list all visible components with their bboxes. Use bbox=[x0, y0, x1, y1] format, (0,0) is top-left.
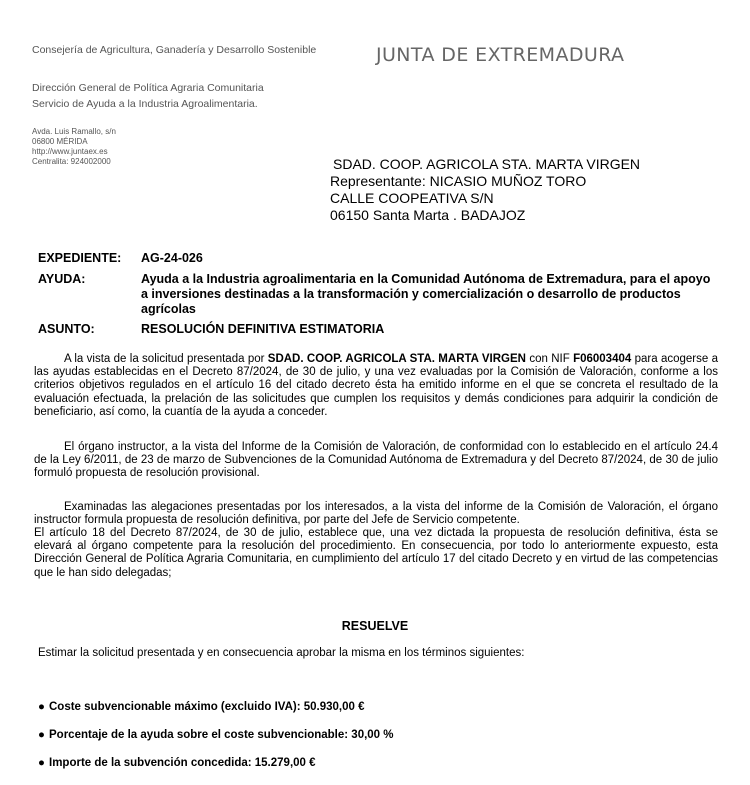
department-name: Consejería de Agricultura, Ganadería y Desarrollo Sostenible bbox=[32, 44, 317, 56]
bullet-icon: ● bbox=[38, 757, 45, 769]
paragraph-2: El órgano instructor, a la vista del Informe de la Comisión de Valoración, de conformidad con lo establecido en el artículo 24.4 de la Ley 6/2011, de 23 de marzo de Subvenciones de la Comunidad Autónoma de Extremadura y del Decreto 87/2024, de 30 de julio formuló propuesta de resolución provisional. bbox=[34, 441, 718, 480]
field-value: Ayuda a la Industria agroalimentaria en la Comunidad Autónoma de Extremadura, para el apoyo a inversiones destinadas a la transformación y comercialización o desarrollo de productos agrícolas bbox=[141, 272, 711, 316]
paragraph-1-text-b: con NIF bbox=[525, 353, 574, 365]
contact-phone: Centralita: 924002000 bbox=[32, 157, 111, 166]
applicant-name: SDAD. COOP. AGRICOLA STA. MARTA VIRGEN bbox=[267, 353, 526, 365]
recipient-address bbox=[330, 156, 640, 224]
directorate-name: Dirección General de Política Agraria Comunitaria bbox=[32, 82, 264, 94]
field-value: RESOLUCIÓN DEFINITIVA ESTIMATORIA bbox=[141, 322, 385, 336]
paragraph-3: Examinadas las alegaciones presentadas por los interesados, a la vista del informe de la Comisión de Valoración, el órgano instructor formula propuesta de resolución definitiva, por parte del Jefe de Servicio competente. bbox=[34, 500, 718, 526]
paragraph-1-text-c: para acogerse a las ayudas establecidas en el Decreto 87/2024, de 30 de julio, y una vez evaluadas por la Comisión de Valoración, conforme a los criterios objetivos regulados en el artículo 16 del citado decreto ésta ha emitido informe en el que se concreta el resultado de la evaluación efectuada, la prelación de las solicitudes que cumplen los requisitos y demás condiciones para adquirir la condición de beneficiario, así como, la cuantía de la ayuda a conceder. bbox=[34, 353, 718, 418]
list-item bbox=[38, 757, 394, 785]
applicant-nif: F06003404 bbox=[573, 353, 632, 365]
organization-name: JUNTA DE EXTREMADURA bbox=[376, 44, 625, 66]
contact-city: 06800 MÉRIDA bbox=[32, 137, 88, 146]
contact-website: http://www.juntaex.es bbox=[32, 147, 108, 156]
resolution-body bbox=[34, 353, 718, 580]
letterhead bbox=[32, 44, 362, 167]
field-label: AYUDA: bbox=[38, 272, 86, 286]
bullet-icon: ● bbox=[38, 729, 45, 741]
field-value: AG-24-026 bbox=[141, 251, 203, 265]
field-row-ayuda bbox=[38, 272, 718, 317]
resolution-intro: Estimar la solicitud presentada y en consecuencia aprobar la misma en los términos siguientes: bbox=[38, 647, 525, 659]
field-row-expediente bbox=[38, 251, 718, 266]
field-row-asunto bbox=[38, 322, 718, 337]
term-grant-amount: Importe de la subvención concedida: 15.279,00 € bbox=[49, 757, 316, 769]
resolution-terms bbox=[38, 701, 394, 785]
term-aid-percentage: Porcentaje de la ayuda sobre el coste subvencionable: 30,00 % bbox=[49, 729, 394, 741]
paragraph-1-text-a: A la vista de la solicitud presentada por bbox=[64, 353, 268, 365]
recipient-street: CALLE COOPEATIVA S/N bbox=[330, 190, 494, 206]
case-fields bbox=[38, 251, 718, 337]
paragraph-1 bbox=[34, 353, 718, 419]
recipient-name: SDAD. COOP. AGRICOLA STA. MARTA VIRGEN bbox=[333, 156, 641, 172]
term-max-cost: Coste subvencionable máximo (excluido IVA): 50.930,00 € bbox=[49, 701, 365, 713]
field-label: EXPEDIENTE: bbox=[38, 251, 122, 265]
field-label: ASUNTO: bbox=[38, 322, 95, 336]
list-item bbox=[38, 729, 394, 757]
paragraph-4: El artículo 18 del Decreto 87/2024, de 30 de julio, establece que, una vez dictada la propuesta de resolución definitiva, ésta se elevará al órgano competente para la resolución del procedimiento. En consecuencia, por todo lo anteriormente expuesto, esta Dirección General de Política Agraria Comunitaria, en cumplimiento del artículo 17 del citado Decreto y en virtud de las competencias que le han sido delegadas; bbox=[34, 527, 718, 579]
bullet-icon: ● bbox=[38, 701, 45, 713]
contact-address: Avda. Luis Ramallo, s/n bbox=[32, 127, 116, 136]
recipient-representative: Representante: NICASIO MUÑOZ TORO bbox=[330, 173, 587, 189]
list-item bbox=[38, 701, 394, 729]
service-name: Servicio de Ayuda a la Industria Agroalimentaria. bbox=[32, 98, 258, 110]
contact-block bbox=[32, 127, 362, 167]
recipient-city: 06150 Santa Marta . BADAJOZ bbox=[330, 207, 526, 223]
resolves-heading: RESUELVE bbox=[341, 619, 409, 633]
